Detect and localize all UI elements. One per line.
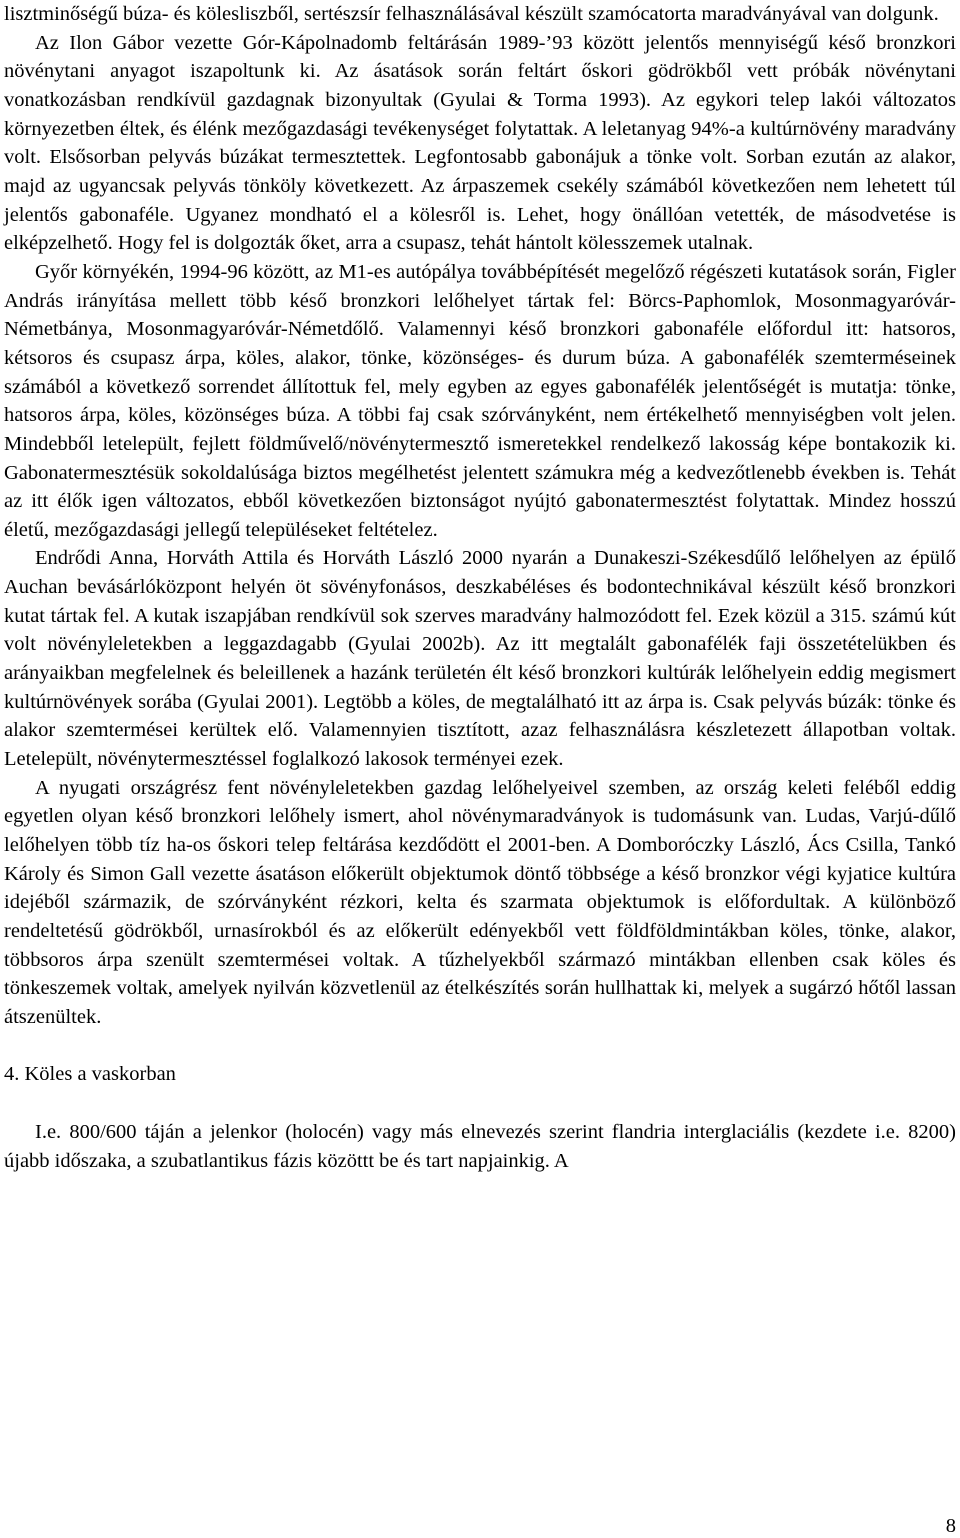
document-page bbox=[4, 0, 956, 1176]
spacer bbox=[4, 1088, 956, 1118]
paragraph-ludas: A nyugati országrész fent növényleletekben gazdag lelőhelyeivel szemben, az ország keleti feléből eddig egyetlen olyan késő bronzkori lelőhely ismert, ahol növénymaradványok is tudomásunk van. Ludas, Varjú-dűlő lelőhelyen több tíz ha-os őskori telep feltárása kezdődött el 2001-ben. A Domboróczky László, Ács Csilla, Tankó Károly és Simon Gall vezette ásatáson előkerült objektumok döntő többsége a késő bronzkor végi kyjatice kultúra idejéből származik, de szórványként rézkori, kelta és szarmata objektumok is előfordultak. A különböző rendeltetésű gödrökből, urnasírokból és az előkerült edényekből vett földföldmintákban köles, tönke, alakor, többsoros árpa szenült szemtermései voltak. A tűzhelyekből származó mintákban ellenben csak köles és tönkeszemek voltak, amelyek nyilván közvetlenül az ételkészítés során hullhattak ki, melyek a sugárzó hőtől lassan átszenültek. bbox=[4, 776, 956, 1028]
paragraph-dunakeszi: Endrődi Anna, Horváth Attila és Horváth László 2000 nyarán a Dunakeszi-Székesdűlő lelőhelyen az épülő Auchan bevásárlóközpont helyén öt sövényfonásos, deszkabéléses és bodontechnikával készült késő bronzkori kutat tártak fel. A kutak iszapjában rendkívül sok szerves maradvány halmozódott fel. Ezek közül a 315. számú kút volt növényleletekben a leggazdagabb (Gyulai 2002b). Az itt megtalált gabonafélék faji összetételükben és arányaikban megfelelnek és beleillenek a hazánk területén élt késő bronzkori kultúrák lelőhelyein eddig megismert kultúrnövények sorába (Gyulai 2001). Legtöbb a köles, de megtalálható itt az árpa is. Csak pelyvás búzák: tönke és alakor szemtermései kerültek elő. Valamennyien tisztított, azaz felhasználásra készletezett állapotban voltak. Letelepült, növénytermesztéssel foglalkozó lakosok terményei ezek. bbox=[4, 547, 956, 771]
paragraph-gor-kapolnadomb: Az Ilon Gábor vezette Gór-Kápolnadomb feltárásán 1989-’93 között jelentős mennyiségű késő bronzkori növénytani anyagot iszapoltunk ki. Az ásatások során feltárt őskori gödrökből vett próbák növénytani vonatkozásban rendkívül gazdagnak bizonyultak (Gyulai & Torma 1993). Az egykori telep lakói változatos környezetben éltek, és élénk mezőgazdasági tevékenységet folytattak. A leletanyag 94%-a kultúrnövény maradvány volt. Elsősorban pelyvás búzákat termesztettek. Legfontosabb gabonájuk a tönke volt. Sorban ezután az alakor, majd az ugyancsak pelyvás tönköly következett. Az árpaszemek csekély számából következően nem lehetett túl jelentős gabonaféle. Ugyanez mondható el a kölesről is. Lehet, hogy önállóan vetették, de másodvetése is elképzelhető. Hogy fel is dolgozták őket, arra a csupasz, tehát hántolt kölesszemek utalnak. bbox=[4, 31, 956, 255]
page-number: 8 bbox=[945, 1515, 956, 1537]
paragraph-continuation: lisztminőségű búza- és kölesliszből, sertészsír felhasználásával készült szamócatorta maradványával van dolgunk. bbox=[4, 3, 939, 25]
paragraph-gyor-region: Győr környékén, 1994-96 között, az M1-es autópálya továbbépítését megelőző régészeti kutatások során, Figler András irányítása mellett több késő bronzkori lelőhelyet tártak fel: Börcs-Paphomlok, Mosonmagyaróvár-Németbánya, Mosonmagyaróvár-Németdőlő. Valamennyi késő bronzkori gabonaféle előfordul itt: hatsoros, kétsoros és csupasz árpa, köles, alakor, tönke, közönséges- és durum búza. A gabonafélék szemterméseinek számából a következő sorrendet állítottuk fel, mely egyben az egyes gabonafélék jelentőségét is mutatja: tönke, hatsoros árpa, köles, közönséges búza. A többi faj csak szórványként, nem értékelhető mennyiségben volt jelen. Mindebből letelepült, fejlett földművelő/növénytermesztő ismeretekkel rendelkező lakosság képe bontakozik ki. Gabonatermesztésük sokoldalúsága biztos megélhetést jelentett számukra még a kedvezőtlenebb években is. Tehát az itt élők igen változatos, ebből következően biztonságot nyújtó gabonatermesztést folytattak. Mindez hosszú életű, mezőgazdasági jellegű településeket feltételez. bbox=[4, 260, 956, 541]
section-heading: 4. Köles a vaskorban bbox=[4, 1062, 176, 1085]
paragraph-iron-age: I.e. 800/600 táján a jelenkor (holocén) vagy más elnevezés szerint flandria interglaciális (kezdete i.e. 8200) újabb időszaka, a szubatlantikus fázis közöttt be és tart napjainkig. A bbox=[4, 1121, 956, 1172]
